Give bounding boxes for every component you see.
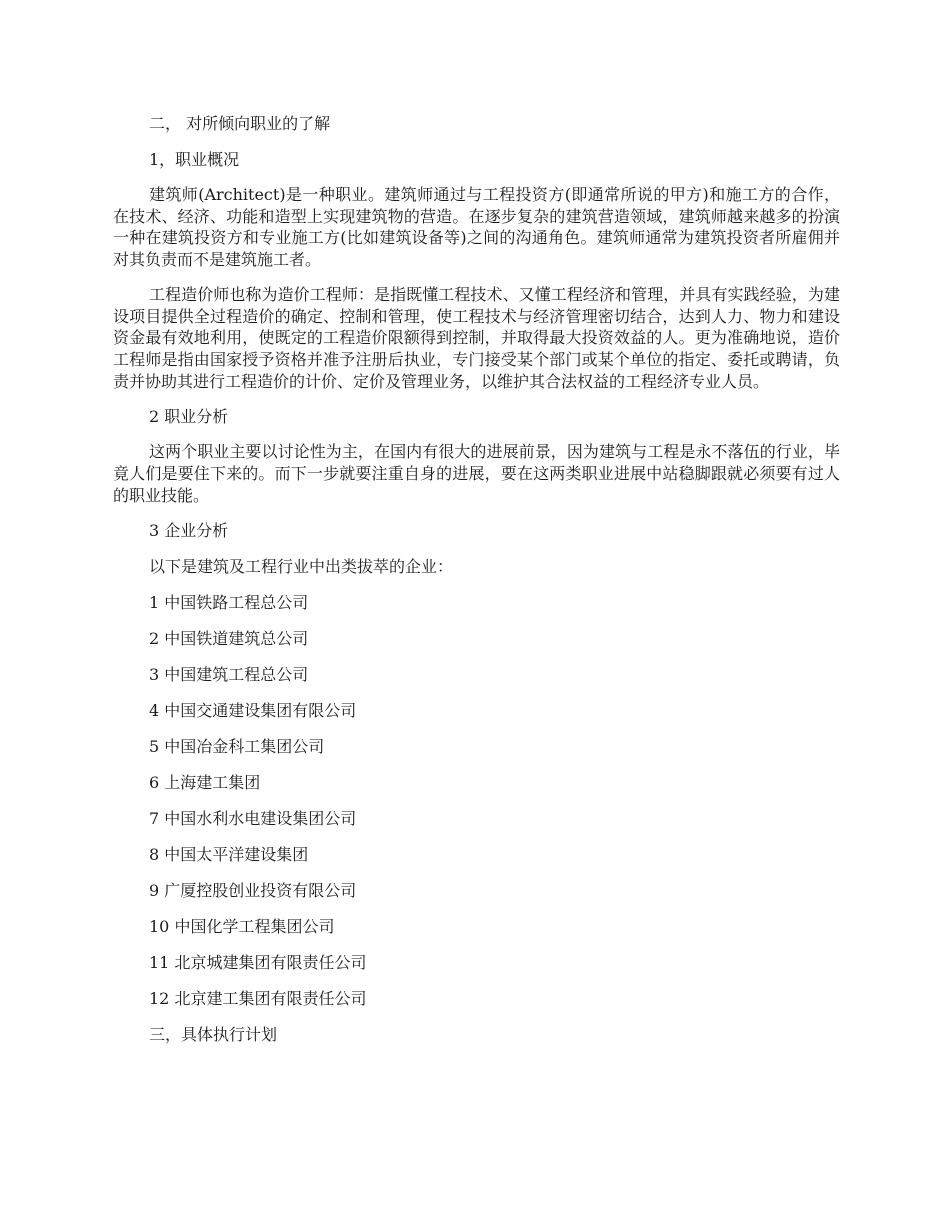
document-page <box>113 112 840 1047</box>
list-item: 11 北京城建集团有限责任公司 <box>149 953 367 973</box>
list-item: 12 北京建工集团有限责任公司 <box>149 989 367 1009</box>
analysis-paragraph: 这两个职业主要以讨论性为主，在国内有很大的进展前景，因为建筑与工程是永不落伍的行业，毕竟人们是要住下来的。而下一步就要注重自身的进展，要在这两类职业进展中站稳脚跟就必须要有过人的职业技能。 <box>113 442 840 505</box>
list-item: 5 中国冶金科工集团公司 <box>149 737 325 757</box>
list-item: 1 中国铁路工程总公司 <box>149 593 309 613</box>
architect-paragraph: 建筑师(Architect)是一种职业。建筑师通过与工程投资方(即通常所说的甲方)和施工方的合作，在技术、经济、功能和造型上实现建筑物的营造。在逐步复杂的建筑营造领域，建筑师越来越多的扮演一种在建筑投资方和专业施工方(比如建筑设备等)之间的沟通角色。建筑师通常为建筑投资者所雇佣并对其负责而不是建筑施工者。 <box>113 185 840 270</box>
cost-engineer-paragraph: 工程造价师也称为造价工程师：是指既懂工程技术、又懂工程经济和管理，并具有实践经验，为建设项目提供全过程造价的确定、控制和管理，使工程技术与经济管理密切结合，达到人力、物力和建设资金最有效地利用，使既定的工程造价限额得到控制，并取得最大投资效益的人。更为准确地说，造价工程师是指由国家授予资格并准予注册后执业，专门接受某个部门或某个单位的指定、委托或聘请，负责并协助其进行工程造价的计价、定价及管理业务，以维护其合法权益的工程经济专业人员。 <box>113 284 840 391</box>
list-item: 6 上海建工集团 <box>149 773 261 793</box>
list-item: 8 中国太平洋建设集团 <box>149 845 309 865</box>
list-item: 3 中国建筑工程总公司 <box>149 665 309 685</box>
list-item: 4 中国交通建设集团有限公司 <box>149 701 357 721</box>
list-item: 7 中国水利水电建设集团公司 <box>149 809 357 829</box>
list-item: 9 广厦控股创业投资有限公司 <box>149 881 357 901</box>
company-heading: 3 企业分析 <box>149 521 229 541</box>
list-item: 10 中国化学工程集团公司 <box>149 917 335 937</box>
company-intro: 以下是建筑及工程行业中出类拔萃的企业： <box>149 557 454 577</box>
company-list <box>113 591 840 1011</box>
list-item: 2 中国铁道建筑总公司 <box>149 629 309 649</box>
analysis-heading: 2 职业分析 <box>149 407 229 427</box>
section2-heading: 二， 对所倾向职业的了解 <box>149 114 331 133</box>
overview-heading: 1，职业概况 <box>149 150 240 169</box>
section3-heading: 三，具体执行计划 <box>149 1025 278 1045</box>
